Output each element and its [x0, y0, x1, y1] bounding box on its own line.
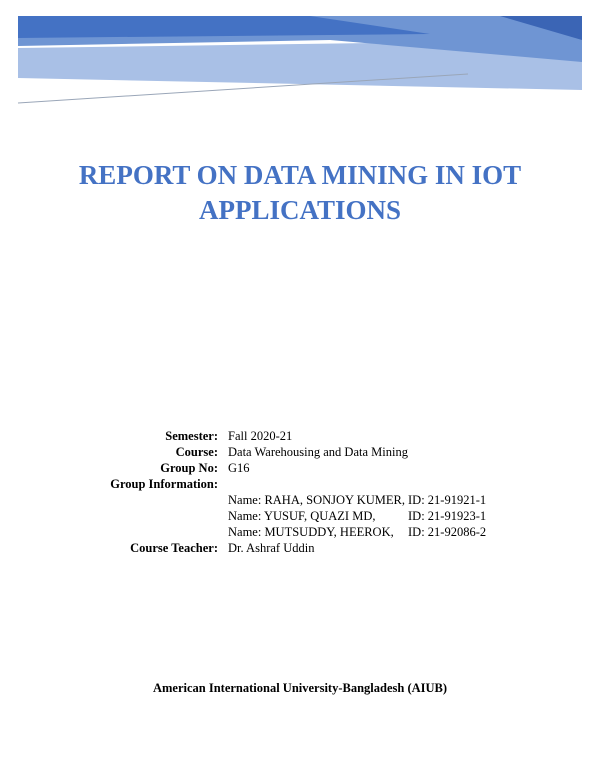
semester-row — [60, 428, 486, 444]
member-row — [60, 524, 486, 540]
group-no-label: Group No: — [160, 461, 218, 475]
group-no-row — [60, 460, 486, 476]
semester-value: Fall 2020-21 — [228, 429, 293, 443]
report-info-block — [60, 428, 486, 556]
semester-label: Semester: — [165, 429, 218, 443]
course-label: Course: — [175, 445, 218, 459]
member-name: Name: MUTSUDDY, HEEROK, — [228, 525, 394, 539]
university-name: American International University-Bangladesh (AIUB) — [152, 681, 448, 695]
member-name: Name: YUSUF, QUAZI MD, — [228, 509, 376, 523]
member-id: ID: 21-91923-1 — [408, 509, 487, 523]
member-name: Name: RAHA, SONJOY KUMER, — [228, 493, 405, 507]
group-no-value: G16 — [228, 461, 250, 475]
report-title-line-2: APPLICATIONS — [198, 195, 402, 225]
member-row — [60, 492, 486, 508]
member-id: ID: 21-91921-1 — [408, 493, 487, 507]
course-teacher-row — [60, 540, 486, 556]
course-teacher-value: Dr. Ashraf Uddin — [228, 541, 315, 555]
course-teacher-label: Course Teacher: — [130, 541, 218, 555]
report-title-line-1: REPORT ON DATA MINING IN IOT — [78, 160, 522, 190]
group-info-row — [60, 476, 486, 492]
course-value: Data Warehousing and Data Mining — [228, 445, 408, 459]
member-id: ID: 21-92086-2 — [408, 525, 487, 539]
report-title — [0, 158, 600, 228]
header-banner — [0, 0, 600, 120]
member-row — [60, 508, 486, 524]
course-row — [60, 444, 486, 460]
group-info-label: Group Information: — [110, 477, 218, 491]
